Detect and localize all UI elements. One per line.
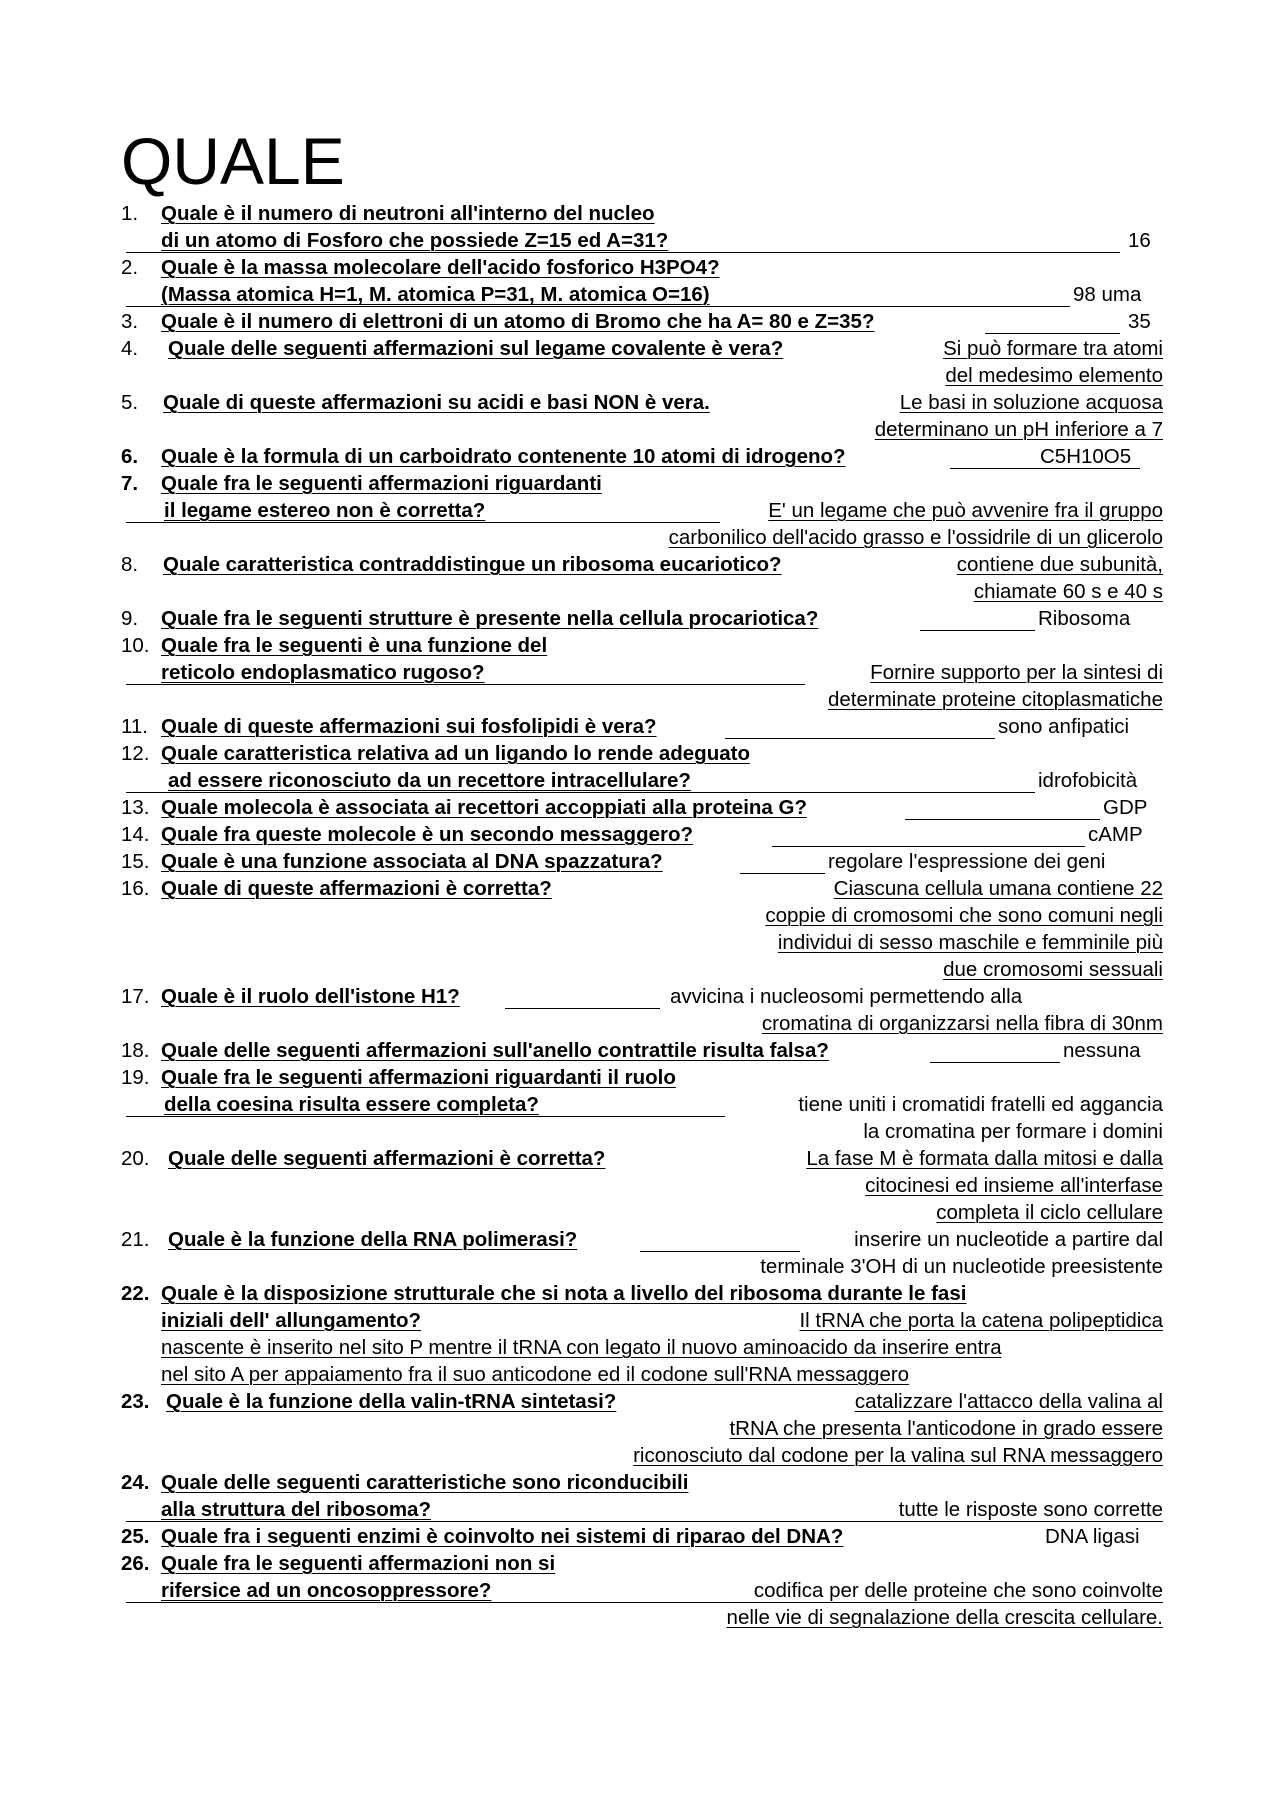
question-item bbox=[0, 200, 1280, 254]
answer-text: cAMP bbox=[1088, 823, 1143, 846]
question-number: 25. bbox=[121, 1525, 150, 1548]
question-number: 16. bbox=[121, 877, 150, 900]
answer-text: catalizzare l'attacco della valina al bbox=[854, 1390, 1163, 1413]
answer-text: regolare l'espressione dei geni bbox=[828, 850, 1106, 873]
answer-text: 16 bbox=[1128, 229, 1151, 252]
question-text: Quale è il numero di elettroni di un atomo di Bromo che ha A= 80 e Z=35? bbox=[161, 310, 875, 333]
question-text: Quale è la massa molecolare dell'acido fosforico H3PO4? bbox=[161, 256, 720, 279]
answer-text: Le basi in soluzione acquosa bbox=[899, 391, 1163, 414]
answer-rule bbox=[930, 1037, 1060, 1063]
answer-rule bbox=[725, 713, 995, 739]
answer-text: Il tRNA che porta la catena polipeptidica bbox=[799, 1309, 1163, 1332]
question-item bbox=[0, 1037, 1280, 1064]
answer-text: Ribosoma bbox=[1038, 607, 1131, 630]
question-item bbox=[0, 740, 1280, 794]
question-number: 8. bbox=[121, 553, 139, 576]
question-text: Quale fra le seguenti affermazioni non si bbox=[161, 1552, 556, 1575]
question-number: 23. bbox=[121, 1390, 150, 1413]
question-item bbox=[0, 1064, 1280, 1145]
question-item bbox=[0, 632, 1280, 713]
question-text: Quale fra queste molecole è un secondo messaggero? bbox=[161, 823, 694, 846]
answer-text: Ciascuna cellula umana contiene 22 bbox=[833, 877, 1163, 900]
question-item bbox=[0, 1469, 1280, 1523]
question-text: Quale è la funzione della RNA polimerasi? bbox=[168, 1228, 578, 1251]
answer-text: nel sito A per appaiamento fra il suo anticodone ed il codone sull'RNA messaggero bbox=[161, 1363, 910, 1386]
answer-text: inserire un nucleotide a partire dal bbox=[854, 1228, 1163, 1251]
answer-rule bbox=[772, 821, 1085, 847]
question-text: Quale è il ruolo dell'istone H1? bbox=[161, 985, 460, 1008]
answer-text: nelle vie di segnalazione della crescita cellulare. bbox=[726, 1606, 1163, 1629]
answer-rule bbox=[126, 281, 1070, 307]
answer-text: determinano un pH inferiore a 7 bbox=[874, 418, 1163, 441]
question-item bbox=[0, 821, 1280, 848]
question-number: 19. bbox=[121, 1066, 150, 1089]
answer-text: contiene due subunità, bbox=[956, 553, 1163, 576]
question-item bbox=[0, 1145, 1280, 1226]
question-text: della coesina risulta essere completa? bbox=[164, 1093, 539, 1116]
question-number: 18. bbox=[121, 1039, 150, 1062]
question-item bbox=[0, 848, 1280, 875]
answer-text: avvicina i nucleosomi permettendo alla bbox=[670, 985, 1023, 1008]
question-text: Quale molecola è associata ai recettori accoppiati alla proteina G? bbox=[161, 796, 807, 819]
question-item bbox=[0, 605, 1280, 632]
answer-text: nascente è inserito nel sito P mentre il tRNA con legato il nuovo aminoacido da inserire entra bbox=[161, 1336, 1002, 1359]
question-number: 3. bbox=[121, 310, 139, 333]
question-item bbox=[0, 1523, 1280, 1550]
question-text: iniziali dell' allungamento? bbox=[161, 1309, 422, 1332]
question-text: reticolo endoplasmatico rugoso? bbox=[161, 661, 485, 684]
answer-rule bbox=[905, 794, 1100, 820]
answer-rule bbox=[126, 767, 1035, 793]
answer-text: tiene uniti i cromatidi fratelli ed aggancia bbox=[798, 1093, 1163, 1116]
question-item bbox=[0, 443, 1280, 470]
answer-text: Si può formare tra atomi bbox=[943, 337, 1163, 360]
answer-text: E' un legame che può avvenire fra il gruppo bbox=[768, 499, 1163, 522]
answer-text: idrofobicità bbox=[1038, 769, 1138, 792]
question-number: 24. bbox=[121, 1471, 150, 1494]
answer-rule bbox=[126, 227, 1120, 253]
question-number: 11. bbox=[121, 715, 148, 738]
answer-text: due cromosomi sessuali bbox=[943, 958, 1163, 981]
answer-rule bbox=[126, 497, 720, 523]
answer-text: chiamate 60 s e 40 s bbox=[973, 580, 1163, 603]
answer-text: la cromatina per formare i domini bbox=[863, 1120, 1163, 1143]
answer-rule bbox=[920, 605, 1035, 631]
answer-text: DNA ligasi bbox=[1045, 1525, 1140, 1548]
question-item bbox=[0, 335, 1280, 389]
question-number: 14. bbox=[121, 823, 150, 846]
answer-text: coppie di cromosomi che sono comuni negli bbox=[765, 904, 1163, 927]
answer-rule bbox=[640, 1226, 800, 1252]
question-text: Quale è il numero di neutroni all'interno del nucleo bbox=[161, 202, 655, 225]
question-text: (Massa atomica H=1, M. atomica P=31, M. atomica O=16) bbox=[161, 283, 710, 306]
question-number: 5. bbox=[121, 391, 139, 414]
question-number: 15. bbox=[121, 850, 150, 873]
question-item bbox=[0, 983, 1280, 1037]
question-text: rifersice ad un oncosoppressore? bbox=[161, 1579, 492, 1602]
answer-rule bbox=[505, 983, 660, 1009]
question-text: Quale fra le seguenti è una funzione del bbox=[161, 634, 548, 657]
question-item bbox=[0, 1226, 1280, 1280]
answer-text: sono anfipatici bbox=[998, 715, 1130, 738]
question-text: Quale di queste affermazioni sui fosfolipidi è vera? bbox=[161, 715, 657, 738]
answer-text: determinate proteine citoplasmatiche bbox=[827, 688, 1163, 711]
question-number: 21. bbox=[121, 1228, 150, 1251]
answer-rule bbox=[126, 1091, 725, 1117]
answer-text: 35 bbox=[1128, 310, 1151, 333]
question-number: 26. bbox=[121, 1552, 150, 1575]
question-text: Quale delle seguenti affermazioni sul legame covalente è vera? bbox=[168, 337, 784, 360]
question-text: Quale di queste affermazioni è corretta? bbox=[161, 877, 552, 900]
answer-text: terminale 3'OH di un nucleotide preesistente bbox=[760, 1255, 1163, 1278]
question-text: Quale delle seguenti affermazioni sull'anello contrattile risulta falsa? bbox=[161, 1039, 829, 1062]
question-text: Quale di queste affermazioni su acidi e basi NON è vera. bbox=[163, 391, 710, 414]
question-text: Quale caratteristica contraddistingue un ribosoma eucariotico? bbox=[163, 553, 782, 576]
question-number: 1. bbox=[121, 202, 139, 225]
answer-text: riconosciuto dal codone per la valina sul RNA messaggero bbox=[633, 1444, 1163, 1467]
question-number: 13. bbox=[121, 796, 150, 819]
question-text: Quale è la funzione della valin-tRNA sintetasi? bbox=[166, 1390, 617, 1413]
question-number: 9. bbox=[121, 607, 139, 630]
question-number: 22. bbox=[121, 1282, 150, 1305]
question-number: 12. bbox=[121, 742, 150, 765]
answer-rule bbox=[126, 659, 805, 685]
question-number: 4. bbox=[121, 337, 139, 360]
question-item bbox=[0, 308, 1280, 335]
question-text: Quale fra i seguenti enzimi è coinvolto nei sistemi di riparao del DNA? bbox=[161, 1525, 844, 1548]
question-item bbox=[0, 254, 1280, 308]
question-text: il legame estereo non è corretta? bbox=[164, 499, 486, 522]
answer-text: Fornire supporto per la sintesi di bbox=[870, 661, 1163, 684]
question-text: Quale fra le seguenti strutture è presente nella cellula procariotica? bbox=[161, 607, 819, 630]
question-number: 10. bbox=[121, 634, 150, 657]
question-number: 20. bbox=[121, 1147, 150, 1170]
question-item bbox=[0, 713, 1280, 740]
answer-text: nessuna bbox=[1063, 1039, 1141, 1062]
question-number: 17. bbox=[121, 985, 150, 1008]
answer-text: del medesimo elemento bbox=[945, 364, 1163, 387]
question-text: Quale caratteristica relativa ad un ligando lo rende adeguato bbox=[161, 742, 750, 765]
answer-text: 98 uma bbox=[1073, 283, 1142, 306]
question-item bbox=[0, 1280, 1280, 1388]
question-number: 6. bbox=[121, 445, 139, 468]
question-list bbox=[0, 200, 1280, 1631]
question-text: Quale è la formula di un carboidrato contenente 10 atomi di idrogeno? bbox=[161, 445, 846, 468]
answer-text: La fase M è formata dalla mitosi e dalla bbox=[806, 1147, 1163, 1170]
answer-text: tRNA che presenta l'anticodone in grado essere bbox=[729, 1417, 1163, 1440]
question-item bbox=[0, 1388, 1280, 1469]
question-text: Quale delle seguenti caratteristiche sono riconducibili bbox=[161, 1471, 689, 1494]
question-item bbox=[0, 794, 1280, 821]
question-number: 2. bbox=[121, 256, 139, 279]
answer-text: individui di sesso maschile e femminile più bbox=[777, 931, 1163, 954]
answer-text: completa il ciclo cellulare bbox=[936, 1201, 1163, 1224]
answer-rule bbox=[740, 848, 825, 874]
answer-text: tutte le risposte sono corrette bbox=[898, 1498, 1163, 1521]
answer-text: C5H10O5 bbox=[1040, 445, 1132, 468]
answer-text: cromatina di organizzarsi nella fibra di 30nm bbox=[761, 1012, 1163, 1035]
answer-text: codifica per delle proteine che sono coinvolte bbox=[753, 1579, 1163, 1602]
question-item bbox=[0, 389, 1280, 443]
question-text: Quale è la disposizione strutturale che si nota a livello del ribosoma durante le fasi bbox=[161, 1282, 967, 1305]
question-text: Quale fra le seguenti affermazioni riguardanti il ruolo bbox=[161, 1066, 676, 1089]
question-text: ad essere riconosciuto da un recettore intracellulare? bbox=[168, 769, 691, 792]
question-item bbox=[0, 1550, 1280, 1631]
question-text: Quale fra le seguenti affermazioni riguardanti bbox=[161, 472, 602, 495]
question-text: alla struttura del ribosoma? bbox=[161, 1498, 431, 1521]
page-title: QUALE bbox=[121, 124, 345, 198]
question-number: 7. bbox=[121, 472, 139, 495]
question-text: di un atomo di Fosforo che possiede Z=15 ed A=31? bbox=[161, 229, 669, 252]
answer-text: GDP bbox=[1103, 796, 1148, 819]
question-item bbox=[0, 875, 1280, 983]
question-text: Quale è una funzione associata al DNA spazzatura? bbox=[161, 850, 663, 873]
question-item bbox=[0, 470, 1280, 551]
answer-text: citocinesi ed insieme all'interfase bbox=[865, 1174, 1163, 1197]
answer-text: carbonilico dell'acido grasso e l'ossidrile di un glicerolo bbox=[668, 526, 1163, 549]
question-text: Quale delle seguenti affermazioni è corretta? bbox=[168, 1147, 606, 1170]
question-item bbox=[0, 551, 1280, 605]
answer-rule bbox=[985, 308, 1120, 334]
